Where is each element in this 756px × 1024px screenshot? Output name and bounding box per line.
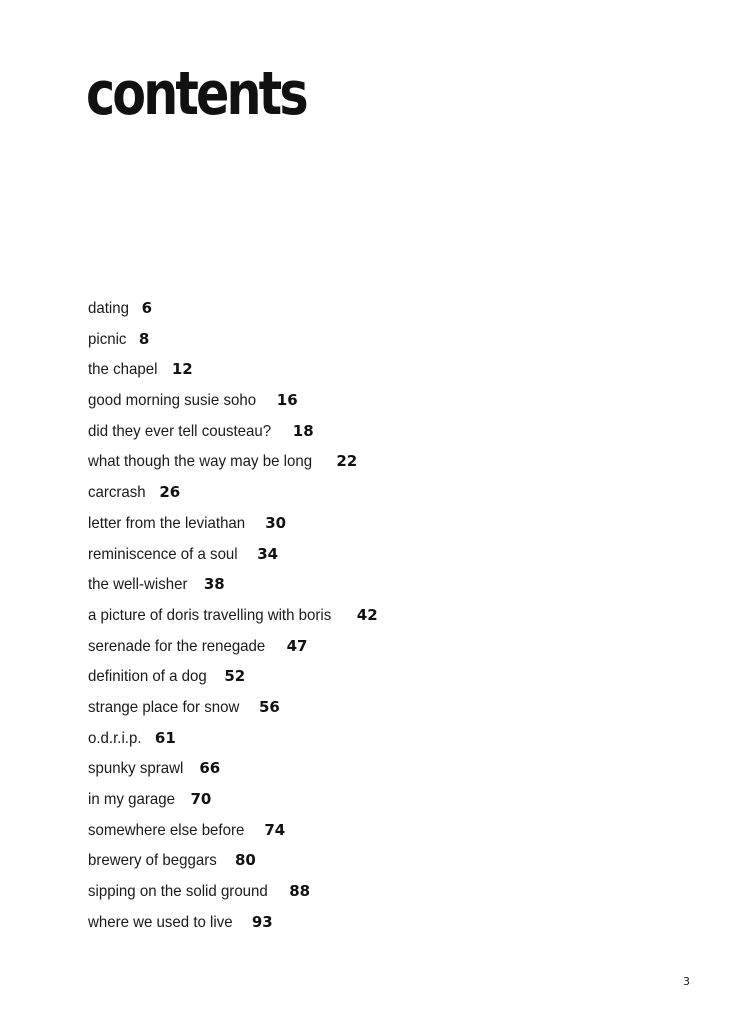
entry-page-number: 88 <box>289 882 311 901</box>
toc-entry <box>88 784 378 815</box>
entry-title: in my garage <box>88 791 175 808</box>
entry-page-number: 47 <box>286 636 308 655</box>
toc-entry <box>88 508 378 539</box>
toc-entry <box>88 815 378 846</box>
entry-title: spunky sprawl <box>88 760 184 778</box>
entry-page-number: 42 <box>356 605 378 624</box>
entry-title: the chapel <box>88 361 158 379</box>
toc-entry <box>88 907 378 938</box>
entry-title: carcrash <box>88 484 146 502</box>
toc-entry <box>88 876 378 907</box>
entry-page-number: 61 <box>154 728 176 747</box>
entry-page-number: 18 <box>292 421 314 440</box>
toc-entry <box>88 631 378 662</box>
entry-page-number: 8 <box>138 329 150 348</box>
page-number: 3 <box>683 975 690 988</box>
entry-page-number: 12 <box>171 360 193 379</box>
entry-page-number: 30 <box>265 513 287 532</box>
entry-page-number: 6 <box>141 299 153 317</box>
toc-entry <box>88 324 378 355</box>
entry-title: brewery of beggars <box>88 852 217 870</box>
entry-title: definition of a dog <box>88 668 207 686</box>
entry-title: picnic <box>88 330 127 348</box>
contents-heading: contents <box>86 59 306 129</box>
entry-title: a picture of doris travelling with boris <box>88 606 332 624</box>
toc-entry <box>88 354 378 385</box>
toc-entry <box>88 416 378 447</box>
toc-entry <box>88 446 378 477</box>
entry-page-number: 26 <box>159 483 181 502</box>
toc-entry <box>88 845 378 876</box>
entry-page-number: 56 <box>258 697 280 716</box>
toc-entry <box>88 753 378 784</box>
entry-page-number: 34 <box>257 544 279 563</box>
entry-page-number: 70 <box>190 790 212 808</box>
entry-page-number: 93 <box>251 912 273 931</box>
toc-entry <box>88 600 378 631</box>
entry-title: did they ever tell cousteau? <box>88 422 272 440</box>
toc-entry <box>88 539 378 570</box>
entry-title: somewhere else before <box>88 821 245 839</box>
entry-page-number: 38 <box>203 575 225 594</box>
entry-page-number: 16 <box>276 391 298 410</box>
entry-title: where we used to live <box>88 913 233 931</box>
entry-title: letter from the leviathan <box>88 514 246 532</box>
table-of-contents <box>88 293 378 937</box>
toc-entry <box>88 477 378 508</box>
entry-title: o.d.r.i.p. <box>88 729 142 747</box>
entry-title: good morning susie soho <box>88 392 257 410</box>
entry-page-number: 80 <box>234 851 256 870</box>
entry-page-number: 74 <box>264 820 286 839</box>
toc-entry <box>88 692 378 723</box>
entry-title: serenade for the renegade <box>88 637 266 655</box>
entry-title: sipping on the solid ground <box>88 883 268 901</box>
toc-entry <box>88 569 378 600</box>
entry-title: strange place for snow <box>88 698 240 716</box>
entry-title: the well-wisher <box>88 576 188 594</box>
entry-title: what though the way may be long <box>88 453 313 471</box>
entry-page-number: 66 <box>199 759 221 778</box>
toc-entry <box>88 723 378 754</box>
entry-page-number: 22 <box>336 452 358 471</box>
entry-title: reminiscence of a soul <box>88 545 238 563</box>
toc-entry <box>88 385 378 416</box>
entry-title: dating <box>88 300 129 317</box>
toc-entry <box>88 661 378 692</box>
toc-entry <box>88 293 378 324</box>
entry-page-number: 52 <box>224 667 246 686</box>
